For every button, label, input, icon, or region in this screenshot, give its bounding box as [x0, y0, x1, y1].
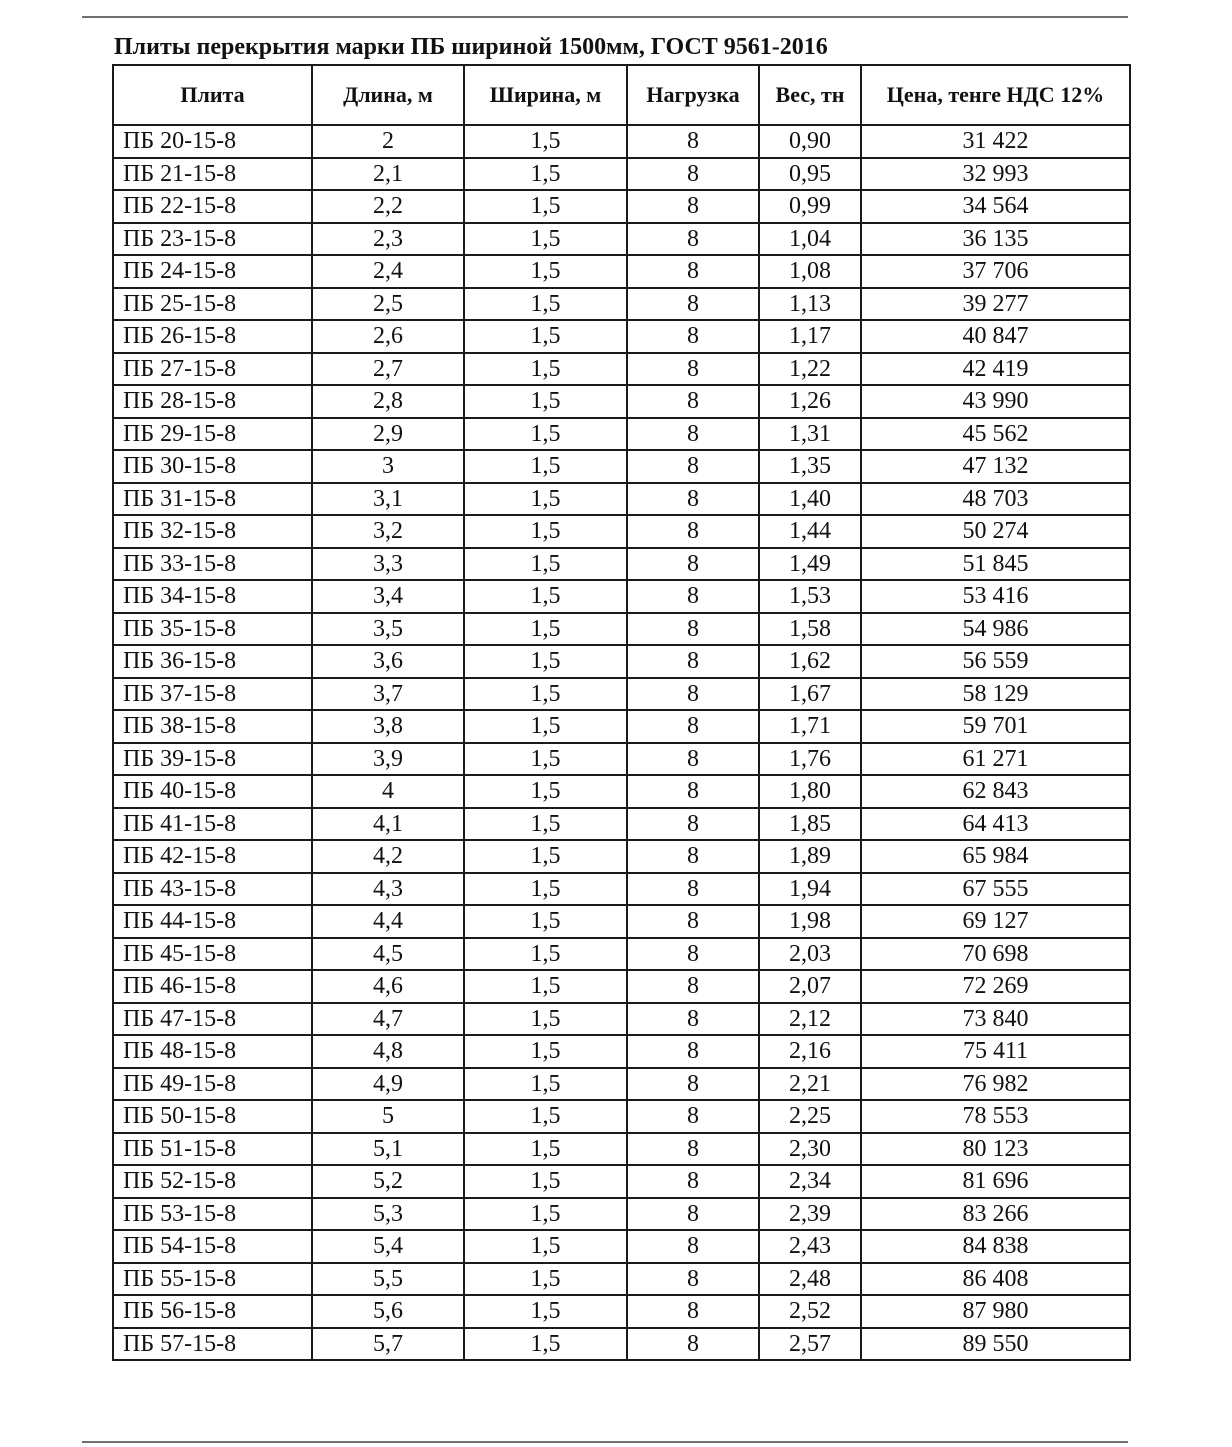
top-divider [82, 16, 1128, 18]
cell-length: 4 [312, 775, 464, 808]
cell-price: 81 696 [861, 1165, 1130, 1198]
table-row [113, 125, 1130, 158]
cell-width: 1,5 [464, 1295, 627, 1328]
cell-plate: ПБ 48-15-8 [113, 1035, 312, 1068]
cell-width: 1,5 [464, 613, 627, 646]
cell-length: 3,8 [312, 710, 464, 743]
cell-weight: 1,94 [759, 873, 861, 906]
header-plate: Плита [113, 65, 312, 125]
table-row [113, 158, 1130, 191]
cell-plate: ПБ 24-15-8 [113, 255, 312, 288]
cell-width: 1,5 [464, 678, 627, 711]
cell-width: 1,5 [464, 1068, 627, 1101]
cell-width: 1,5 [464, 580, 627, 613]
cell-weight: 1,49 [759, 548, 861, 581]
cell-length: 3,6 [312, 645, 464, 678]
cell-width: 1,5 [464, 743, 627, 776]
cell-weight: 1,67 [759, 678, 861, 711]
cell-plate: ПБ 33-15-8 [113, 548, 312, 581]
cell-width: 1,5 [464, 515, 627, 548]
table-row [113, 1198, 1130, 1231]
cell-length: 5,1 [312, 1133, 464, 1166]
cell-price: 42 419 [861, 353, 1130, 386]
cell-width: 1,5 [464, 450, 627, 483]
cell-load: 8 [627, 548, 759, 581]
cell-width: 1,5 [464, 190, 627, 223]
table-row [113, 710, 1130, 743]
cell-price: 89 550 [861, 1328, 1130, 1361]
cell-width: 1,5 [464, 1198, 627, 1231]
cell-load: 8 [627, 1198, 759, 1231]
cell-weight: 2,30 [759, 1133, 861, 1166]
cell-plate: ПБ 31-15-8 [113, 483, 312, 516]
table-row [113, 1230, 1130, 1263]
cell-plate: ПБ 46-15-8 [113, 970, 312, 1003]
table-row [113, 1003, 1130, 1036]
cell-load: 8 [627, 288, 759, 321]
cell-plate: ПБ 52-15-8 [113, 1165, 312, 1198]
cell-length: 4,4 [312, 905, 464, 938]
cell-weight: 2,57 [759, 1328, 861, 1361]
cell-price: 53 416 [861, 580, 1130, 613]
cell-load: 8 [627, 223, 759, 256]
header-length: Длина, м [312, 65, 464, 125]
cell-price: 54 986 [861, 613, 1130, 646]
table-row [113, 288, 1130, 321]
cell-length: 2,6 [312, 320, 464, 353]
cell-load: 8 [627, 873, 759, 906]
cell-weight: 1,04 [759, 223, 861, 256]
cell-length: 3,5 [312, 613, 464, 646]
cell-plate: ПБ 43-15-8 [113, 873, 312, 906]
table-row [113, 483, 1130, 516]
cell-load: 8 [627, 775, 759, 808]
cell-width: 1,5 [464, 418, 627, 451]
cell-weight: 1,80 [759, 775, 861, 808]
table-row [113, 190, 1130, 223]
cell-load: 8 [627, 645, 759, 678]
cell-width: 1,5 [464, 483, 627, 516]
cell-length: 4,7 [312, 1003, 464, 1036]
cell-plate: ПБ 25-15-8 [113, 288, 312, 321]
cell-weight: 2,07 [759, 970, 861, 1003]
table-row [113, 385, 1130, 418]
table-row [113, 1165, 1130, 1198]
cell-price: 78 553 [861, 1100, 1130, 1133]
cell-load: 8 [627, 320, 759, 353]
cell-width: 1,5 [464, 645, 627, 678]
cell-plate: ПБ 57-15-8 [113, 1328, 312, 1361]
cell-width: 1,5 [464, 808, 627, 841]
table-header-row [113, 65, 1130, 125]
cell-weight: 1,53 [759, 580, 861, 613]
cell-plate: ПБ 22-15-8 [113, 190, 312, 223]
cell-length: 5,3 [312, 1198, 464, 1231]
cell-weight: 2,52 [759, 1295, 861, 1328]
cell-plate: ПБ 20-15-8 [113, 125, 312, 158]
cell-width: 1,5 [464, 385, 627, 418]
cell-length: 3,1 [312, 483, 464, 516]
cell-plate: ПБ 44-15-8 [113, 905, 312, 938]
cell-weight: 2,03 [759, 938, 861, 971]
header-load: Нагрузка [627, 65, 759, 125]
table-row [113, 353, 1130, 386]
cell-weight: 0,99 [759, 190, 861, 223]
table-row [113, 613, 1130, 646]
table-row [113, 223, 1130, 256]
table-row [113, 645, 1130, 678]
cell-weight: 1,35 [759, 450, 861, 483]
cell-price: 83 266 [861, 1198, 1130, 1231]
cell-width: 1,5 [464, 970, 627, 1003]
cell-plate: ПБ 55-15-8 [113, 1263, 312, 1296]
cell-weight: 1,58 [759, 613, 861, 646]
header-price: Цена, тенге НДС 12% [861, 65, 1130, 125]
cell-width: 1,5 [464, 1003, 627, 1036]
cell-load: 8 [627, 743, 759, 776]
cell-load: 8 [627, 450, 759, 483]
cell-weight: 2,25 [759, 1100, 861, 1133]
cell-price: 43 990 [861, 385, 1130, 418]
cell-plate: ПБ 45-15-8 [113, 938, 312, 971]
cell-load: 8 [627, 1003, 759, 1036]
cell-price: 86 408 [861, 1263, 1130, 1296]
cell-weight: 1,13 [759, 288, 861, 321]
table-row [113, 1068, 1130, 1101]
cell-weight: 1,71 [759, 710, 861, 743]
table-row [113, 970, 1130, 1003]
cell-weight: 2,12 [759, 1003, 861, 1036]
cell-load: 8 [627, 1165, 759, 1198]
cell-load: 8 [627, 710, 759, 743]
cell-weight: 2,48 [759, 1263, 861, 1296]
cell-load: 8 [627, 418, 759, 451]
cell-load: 8 [627, 808, 759, 841]
cell-weight: 2,21 [759, 1068, 861, 1101]
cell-load: 8 [627, 353, 759, 386]
cell-price: 64 413 [861, 808, 1130, 841]
cell-length: 2,8 [312, 385, 464, 418]
cell-plate: ПБ 53-15-8 [113, 1198, 312, 1231]
cell-length: 4,2 [312, 840, 464, 873]
cell-width: 1,5 [464, 353, 627, 386]
cell-plate: ПБ 30-15-8 [113, 450, 312, 483]
cell-width: 1,5 [464, 158, 627, 191]
table-row [113, 1035, 1130, 1068]
cell-width: 1,5 [464, 320, 627, 353]
cell-plate: ПБ 49-15-8 [113, 1068, 312, 1101]
cell-length: 2 [312, 125, 464, 158]
cell-width: 1,5 [464, 255, 627, 288]
table-row [113, 548, 1130, 581]
cell-width: 1,5 [464, 223, 627, 256]
cell-load: 8 [627, 938, 759, 971]
cell-plate: ПБ 21-15-8 [113, 158, 312, 191]
cell-price: 87 980 [861, 1295, 1130, 1328]
cell-weight: 1,17 [759, 320, 861, 353]
cell-load: 8 [627, 255, 759, 288]
cell-price: 37 706 [861, 255, 1130, 288]
cell-price: 31 422 [861, 125, 1130, 158]
cell-weight: 1,08 [759, 255, 861, 288]
table-row [113, 743, 1130, 776]
cell-weight: 1,22 [759, 353, 861, 386]
cell-length: 5,5 [312, 1263, 464, 1296]
cell-price: 56 559 [861, 645, 1130, 678]
cell-price: 36 135 [861, 223, 1130, 256]
cell-price: 45 562 [861, 418, 1130, 451]
cell-width: 1,5 [464, 125, 627, 158]
table-row [113, 515, 1130, 548]
cell-weight: 1,76 [759, 743, 861, 776]
cell-plate: ПБ 56-15-8 [113, 1295, 312, 1328]
cell-load: 8 [627, 515, 759, 548]
cell-load: 8 [627, 840, 759, 873]
header-weight: Вес, тн [759, 65, 861, 125]
cell-load: 8 [627, 1068, 759, 1101]
cell-price: 58 129 [861, 678, 1130, 711]
cell-price: 50 274 [861, 515, 1130, 548]
cell-weight: 1,31 [759, 418, 861, 451]
cell-price: 72 269 [861, 970, 1130, 1003]
cell-plate: ПБ 34-15-8 [113, 580, 312, 613]
cell-plate: ПБ 23-15-8 [113, 223, 312, 256]
cell-weight: 1,62 [759, 645, 861, 678]
cell-price: 75 411 [861, 1035, 1130, 1068]
cell-price: 39 277 [861, 288, 1130, 321]
cell-weight: 1,98 [759, 905, 861, 938]
page-title: Плиты перекрытия марки ПБ шириной 1500мм, ГОСТ 9561-2016 [114, 34, 828, 60]
cell-width: 1,5 [464, 775, 627, 808]
cell-length: 5,7 [312, 1328, 464, 1361]
cell-length: 5,2 [312, 1165, 464, 1198]
cell-weight: 2,34 [759, 1165, 861, 1198]
cell-plate: ПБ 32-15-8 [113, 515, 312, 548]
cell-length: 3,3 [312, 548, 464, 581]
cell-weight: 1,85 [759, 808, 861, 841]
cell-load: 8 [627, 483, 759, 516]
cell-price: 51 845 [861, 548, 1130, 581]
cell-price: 62 843 [861, 775, 1130, 808]
cell-width: 1,5 [464, 840, 627, 873]
price-table [112, 64, 1131, 1361]
cell-plate: ПБ 38-15-8 [113, 710, 312, 743]
cell-load: 8 [627, 158, 759, 191]
cell-load: 8 [627, 613, 759, 646]
cell-price: 84 838 [861, 1230, 1130, 1263]
cell-length: 3 [312, 450, 464, 483]
cell-load: 8 [627, 1035, 759, 1068]
cell-price: 48 703 [861, 483, 1130, 516]
cell-length: 5,6 [312, 1295, 464, 1328]
cell-width: 1,5 [464, 1165, 627, 1198]
cell-plate: ПБ 29-15-8 [113, 418, 312, 451]
cell-price: 40 847 [861, 320, 1130, 353]
cell-weight: 1,26 [759, 385, 861, 418]
cell-load: 8 [627, 678, 759, 711]
cell-load: 8 [627, 1133, 759, 1166]
cell-plate: ПБ 27-15-8 [113, 353, 312, 386]
cell-plate: ПБ 41-15-8 [113, 808, 312, 841]
cell-width: 1,5 [464, 288, 627, 321]
cell-load: 8 [627, 190, 759, 223]
cell-plate: ПБ 26-15-8 [113, 320, 312, 353]
cell-length: 5,4 [312, 1230, 464, 1263]
cell-plate: ПБ 37-15-8 [113, 678, 312, 711]
table-row [113, 678, 1130, 711]
cell-price: 69 127 [861, 905, 1130, 938]
cell-width: 1,5 [464, 873, 627, 906]
cell-length: 2,4 [312, 255, 464, 288]
cell-load: 8 [627, 905, 759, 938]
cell-length: 3,7 [312, 678, 464, 711]
table-row [113, 1100, 1130, 1133]
table-row [113, 873, 1130, 906]
cell-load: 8 [627, 1328, 759, 1361]
cell-width: 1,5 [464, 1100, 627, 1133]
table-row [113, 840, 1130, 873]
cell-width: 1,5 [464, 710, 627, 743]
cell-width: 1,5 [464, 1133, 627, 1166]
cell-length: 4,3 [312, 873, 464, 906]
cell-plate: ПБ 50-15-8 [113, 1100, 312, 1133]
cell-width: 1,5 [464, 548, 627, 581]
cell-price: 59 701 [861, 710, 1130, 743]
cell-plate: ПБ 51-15-8 [113, 1133, 312, 1166]
cell-price: 32 993 [861, 158, 1130, 191]
table-row [113, 1295, 1130, 1328]
table-row [113, 580, 1130, 613]
cell-load: 8 [627, 970, 759, 1003]
cell-weight: 1,44 [759, 515, 861, 548]
cell-price: 61 271 [861, 743, 1130, 776]
cell-weight: 0,90 [759, 125, 861, 158]
cell-load: 8 [627, 125, 759, 158]
table-row [113, 1133, 1130, 1166]
cell-load: 8 [627, 1230, 759, 1263]
cell-length: 2,1 [312, 158, 464, 191]
cell-weight: 2,16 [759, 1035, 861, 1068]
cell-plate: ПБ 28-15-8 [113, 385, 312, 418]
cell-width: 1,5 [464, 1328, 627, 1361]
cell-length: 2,3 [312, 223, 464, 256]
table-row [113, 418, 1130, 451]
header-width: Ширина, м [464, 65, 627, 125]
table-row [113, 905, 1130, 938]
cell-plate: ПБ 36-15-8 [113, 645, 312, 678]
table-row [113, 1328, 1130, 1361]
cell-length: 4,5 [312, 938, 464, 971]
cell-weight: 1,40 [759, 483, 861, 516]
cell-plate: ПБ 47-15-8 [113, 1003, 312, 1036]
cell-plate: ПБ 40-15-8 [113, 775, 312, 808]
cell-load: 8 [627, 1100, 759, 1133]
cell-weight: 2,39 [759, 1198, 861, 1231]
cell-width: 1,5 [464, 1230, 627, 1263]
cell-weight: 2,43 [759, 1230, 861, 1263]
cell-length: 4,6 [312, 970, 464, 1003]
cell-width: 1,5 [464, 1035, 627, 1068]
cell-length: 4,9 [312, 1068, 464, 1101]
cell-width: 1,5 [464, 938, 627, 971]
cell-length: 3,4 [312, 580, 464, 613]
cell-price: 47 132 [861, 450, 1130, 483]
cell-price: 65 984 [861, 840, 1130, 873]
cell-price: 76 982 [861, 1068, 1130, 1101]
cell-plate: ПБ 54-15-8 [113, 1230, 312, 1263]
cell-length: 5 [312, 1100, 464, 1133]
cell-width: 1,5 [464, 1263, 627, 1296]
cell-price: 67 555 [861, 873, 1130, 906]
table-row [113, 255, 1130, 288]
table-row [113, 450, 1130, 483]
cell-price: 34 564 [861, 190, 1130, 223]
cell-weight: 0,95 [759, 158, 861, 191]
table-row [113, 1263, 1130, 1296]
cell-length: 4,8 [312, 1035, 464, 1068]
cell-width: 1,5 [464, 905, 627, 938]
table-body [113, 125, 1130, 1360]
table-row [113, 775, 1130, 808]
cell-price: 80 123 [861, 1133, 1130, 1166]
table-row [113, 808, 1130, 841]
cell-load: 8 [627, 580, 759, 613]
cell-price: 70 698 [861, 938, 1130, 971]
cell-plate: ПБ 35-15-8 [113, 613, 312, 646]
cell-plate: ПБ 42-15-8 [113, 840, 312, 873]
cell-length: 2,7 [312, 353, 464, 386]
cell-length: 2,9 [312, 418, 464, 451]
cell-load: 8 [627, 1263, 759, 1296]
table-row [113, 320, 1130, 353]
cell-length: 3,9 [312, 743, 464, 776]
cell-length: 3,2 [312, 515, 464, 548]
cell-length: 2,5 [312, 288, 464, 321]
table-row [113, 938, 1130, 971]
cell-load: 8 [627, 385, 759, 418]
cell-price: 73 840 [861, 1003, 1130, 1036]
cell-weight: 1,89 [759, 840, 861, 873]
cell-length: 2,2 [312, 190, 464, 223]
cell-length: 4,1 [312, 808, 464, 841]
cell-load: 8 [627, 1295, 759, 1328]
bottom-divider [82, 1441, 1128, 1443]
cell-plate: ПБ 39-15-8 [113, 743, 312, 776]
